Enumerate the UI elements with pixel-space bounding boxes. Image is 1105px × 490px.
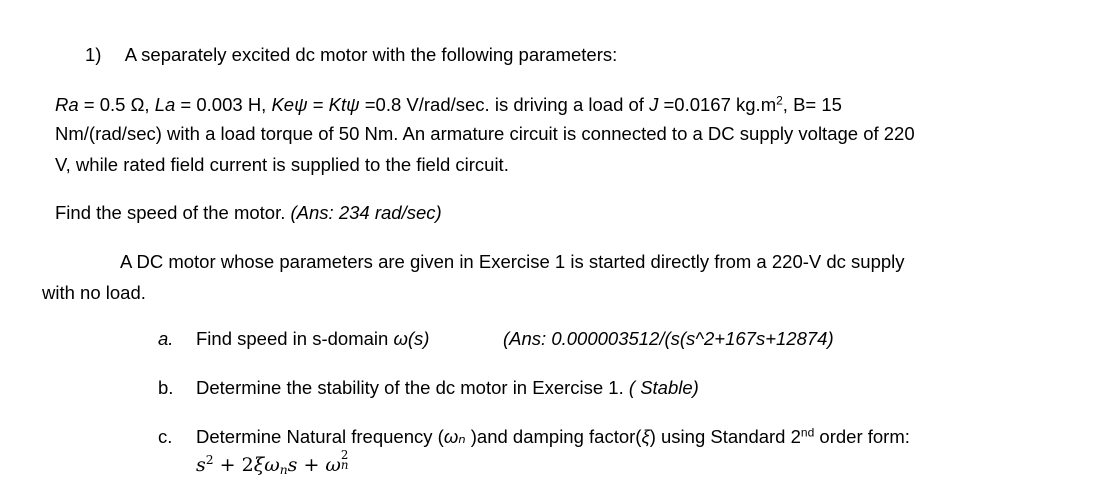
formula-s: s [196, 454, 206, 476]
list-item-c-marker: c. [158, 426, 173, 447]
item-a-answer: (Ans: 0.000003512/(s(s^2+167s+12874) [503, 328, 834, 349]
list-item-c [196, 426, 910, 448]
question-number: 1) [85, 44, 102, 65]
question-heading-text: A separately excited dc motor with the following parameters: [124, 44, 618, 65]
la-value: = 0.003 H, [175, 94, 272, 115]
formula-omega: ω [264, 454, 280, 476]
formula-s2: s [287, 454, 298, 476]
find-speed-line [55, 202, 442, 224]
list-item-b-marker: b. [158, 377, 174, 398]
second-order-formula [196, 447, 353, 478]
item-c-text-4: order form: [814, 426, 910, 447]
item-b-answer: ( Stable) [628, 377, 699, 398]
kt-value: =0.8 V/rad/sec. is driving a load of [359, 94, 650, 115]
item-c-text-2: )and damping factor( [465, 426, 642, 447]
find-speed-answer: (Ans: 234 rad/sec) [290, 202, 442, 223]
formula-omega-2-subscript: n [340, 458, 349, 473]
formula-plus-2: + 2 [213, 454, 254, 476]
question-1-heading [85, 44, 617, 66]
list-item-a-marker: a. [158, 328, 174, 349]
exercise-intro-line-1: A DC motor whose parameters are given in Exercise 1 is started directly from a 220-V dc supply [120, 251, 905, 272]
formula-omega-2-scripts [340, 447, 353, 473]
ra-symbol: Ra [55, 94, 79, 115]
list-item-a [196, 328, 429, 350]
item-c-text-1: Determine Natural frequency ( [196, 426, 444, 447]
formula-omega-2: ω [325, 454, 341, 476]
omega-s-symbol: ω(s) [393, 328, 430, 349]
j-symbol: J [649, 94, 659, 115]
formula-xi: ξ [253, 454, 265, 476]
formula-s-exponent: 2 [205, 453, 214, 468]
j-exponent: 2 [776, 93, 783, 108]
omega-n-symbol: ωₙ [443, 426, 466, 447]
j-value: =0.0167 kg.m [658, 94, 777, 115]
item-b-text: Determine the stability of the dc motor in Exercise 1. [196, 377, 629, 398]
find-speed-text: Find the speed of the motor. [55, 202, 291, 223]
ke-symbol: Keψ [271, 94, 308, 115]
equals: = [307, 94, 329, 115]
item-c-text-3: ) using Standard 2 [649, 426, 801, 447]
list-item-b [196, 377, 699, 399]
parameters-line [55, 94, 842, 116]
parameters-line-2: Nm/(rad/sec) with a load torque of 50 Nm. An armature circuit is connected to a DC supply voltage of 220 [55, 123, 915, 144]
xi-symbol: ξ [641, 426, 650, 447]
ra-value: = 0.5 Ω, [78, 94, 155, 115]
formula-omega-subscript: n [279, 463, 288, 478]
formula-omega-2-exponent: 2 [340, 447, 349, 462]
exercise-intro-line-2: with no load. [42, 282, 146, 303]
kt-symbol: Ktψ [328, 94, 360, 115]
formula-plus: + [297, 454, 326, 476]
la-symbol: La [154, 94, 176, 115]
parameters-line-3: V, while rated field current is supplied to the field circuit. [55, 154, 509, 175]
b-value: , B= 15 [782, 94, 842, 115]
item-a-text: Find speed in s-domain [196, 328, 394, 349]
nd-superscript: nd [800, 425, 815, 440]
